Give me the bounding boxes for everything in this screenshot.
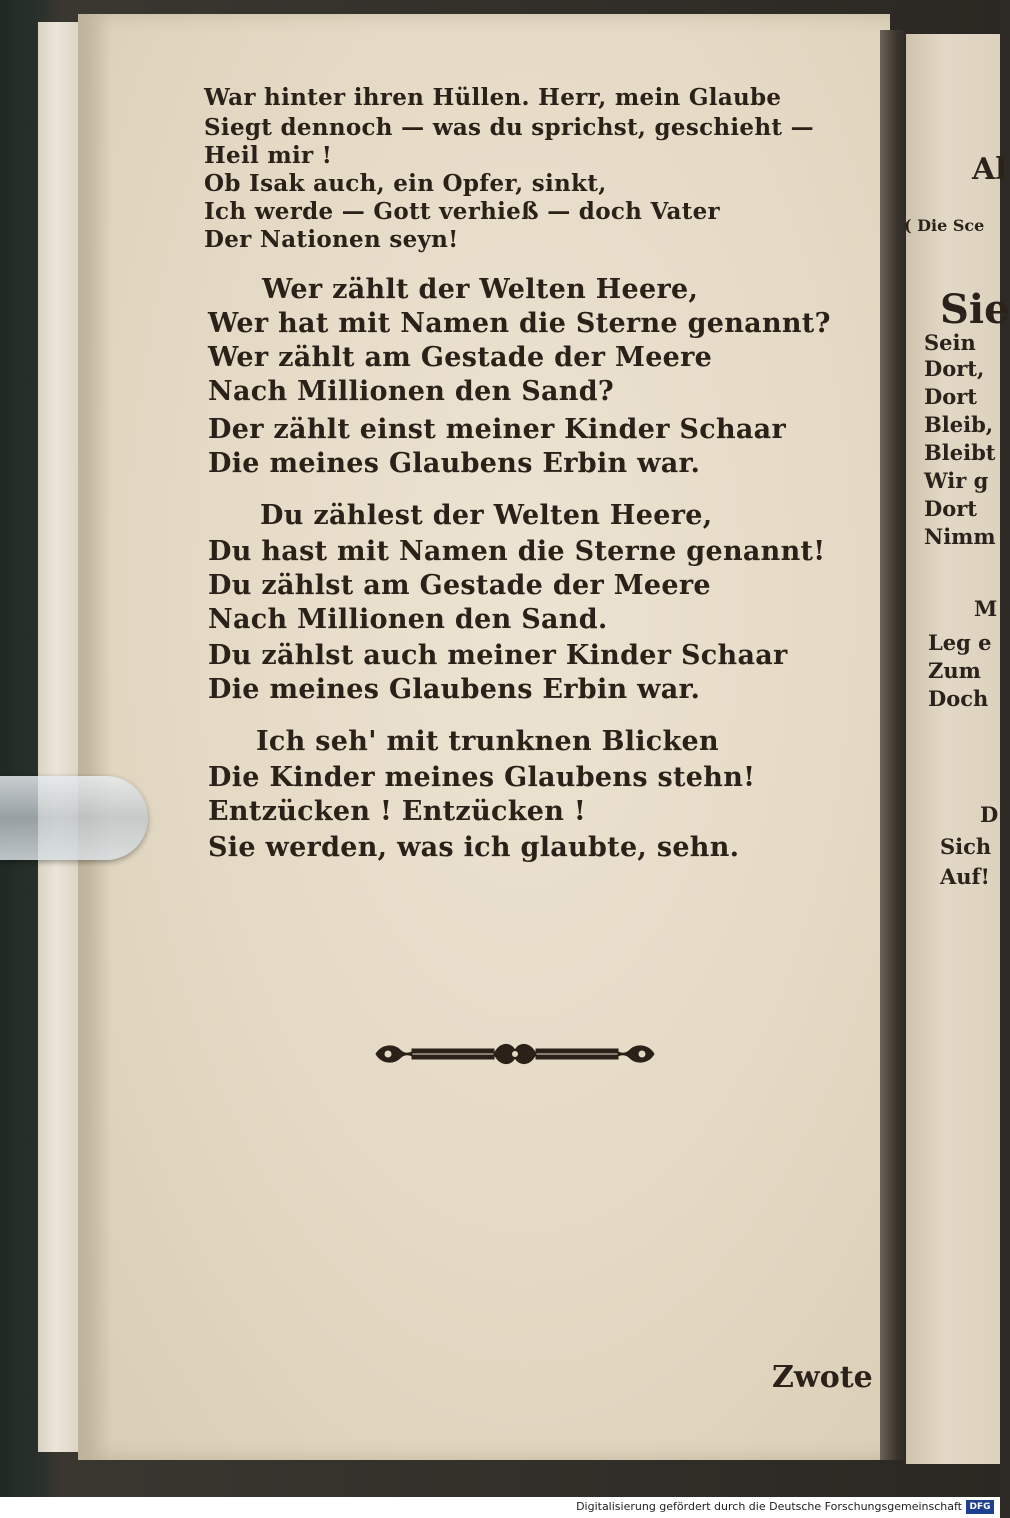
poem-line: Die meines Glaubens Erbin war. bbox=[208, 674, 701, 705]
poem-line: Du zählst am Gestade der Meere bbox=[208, 570, 711, 601]
facing-page-text: Sie bbox=[940, 286, 1010, 333]
poem-line: Heil mir ! bbox=[204, 142, 333, 169]
poem-line: Wer zählt am Gestade der Meere bbox=[208, 342, 713, 373]
poem-line: Du hast mit Namen die Sterne genannt! bbox=[208, 536, 826, 567]
facing-page-text: Wir g bbox=[924, 468, 989, 493]
poem-line: Du zählest der Welten Heere, bbox=[260, 500, 713, 531]
poem-line: War hinter ihren Hüllen. Herr, mein Glaube bbox=[204, 84, 782, 111]
poem-line: Die Kinder meines Glaubens stehn! bbox=[208, 762, 756, 793]
facing-page-text: Zum bbox=[928, 658, 981, 683]
poem-line: Sie werden, was ich glaubte, sehn. bbox=[208, 832, 740, 863]
poem-line: Ob Isak auch, ein Opfer, sinkt, bbox=[204, 170, 607, 197]
facing-page-text: Dort bbox=[924, 496, 977, 521]
poem-line: Der Nationen seyn! bbox=[204, 226, 459, 253]
poem-line: Siegt dennoch — was du sprichst, geschieht — bbox=[204, 114, 814, 141]
poem-line: Entzücken ! Entzücken ! bbox=[208, 796, 587, 827]
poem-line: Wer zählt der Welten Heere, bbox=[262, 274, 699, 305]
facing-page-text: Auf! bbox=[940, 864, 990, 889]
poem-line: Nach Millionen den Sand. bbox=[208, 604, 608, 635]
footer-credit: Digitalisierung gefördert durch die Deutsche Forschungsgemeinschaft bbox=[576, 1500, 962, 1513]
poem-line: Ich werde — Gott verhieß — doch Vater bbox=[204, 198, 720, 225]
facing-page-text: Bleib, bbox=[924, 412, 994, 437]
facing-page-text: Al bbox=[972, 152, 1007, 187]
facing-page-text: Doch bbox=[928, 686, 989, 711]
facing-page-text: Sein bbox=[924, 330, 976, 355]
facing-page-text: ( Die Sce bbox=[904, 216, 985, 235]
poem-line: Der zählt einst meiner Kinder Schaar bbox=[208, 414, 786, 445]
facing-page-text: Bleibt bbox=[924, 440, 996, 465]
facing-page-text: Nimm bbox=[924, 524, 996, 549]
poem-line: Ich seh' mit trunknen Blicken bbox=[256, 726, 719, 757]
decorative-ornament-icon bbox=[372, 1036, 658, 1072]
facing-page-text: M bbox=[974, 596, 998, 621]
facing-page-text: Dort, bbox=[924, 356, 985, 381]
dfg-logo-icon: DFG bbox=[966, 1500, 994, 1514]
poem-line: Die meines Glaubens Erbin war. bbox=[208, 448, 701, 479]
poem-line: Wer hat mit Namen die Sterne genannt? bbox=[208, 308, 831, 339]
facing-page-text: Sich bbox=[940, 834, 992, 859]
facing-page-text: Dort bbox=[924, 384, 977, 409]
poem-line: Du zählst auch meiner Kinder Schaar bbox=[208, 640, 788, 671]
catchword: Zwote bbox=[772, 1360, 873, 1395]
poem-line: Nach Millionen den Sand? bbox=[208, 376, 615, 407]
facing-page-text: D bbox=[980, 802, 999, 827]
facing-page-text: Leg e bbox=[928, 630, 992, 655]
